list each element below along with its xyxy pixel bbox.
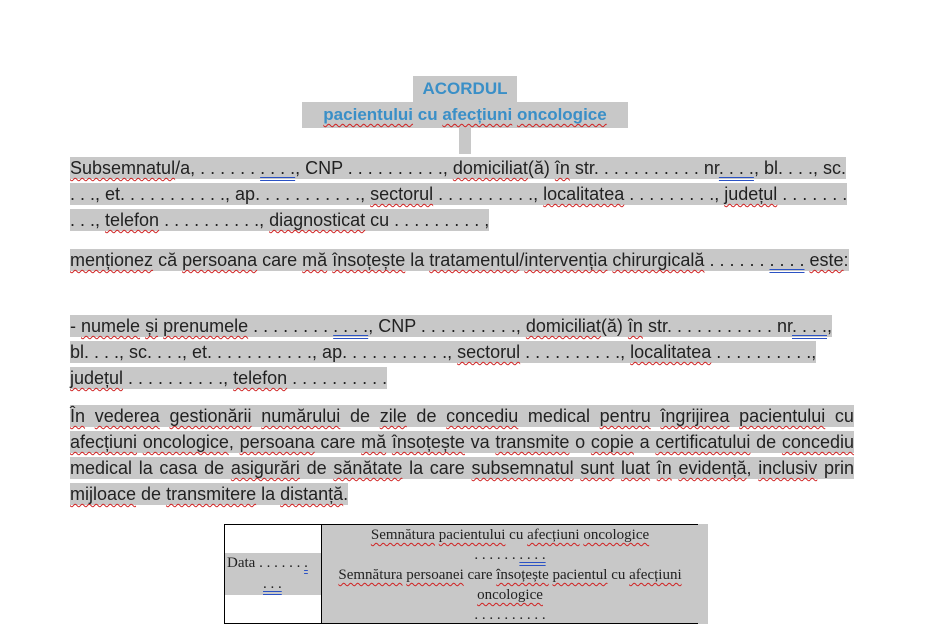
text-run: care <box>463 567 497 583</box>
text-word: gestionării <box>169 406 252 426</box>
text-run: . . . . . . . . . ., <box>433 184 544 204</box>
text-word: localitatea <box>630 342 712 362</box>
signature-table <box>224 524 698 624</box>
blank-field: . . . . <box>718 158 754 178</box>
text-run: că <box>153 250 183 270</box>
text-run: de <box>340 406 380 426</box>
subtitle-word: pacientului <box>323 105 414 124</box>
text-word: pentru <box>599 406 651 426</box>
text-word: luat <box>621 458 651 478</box>
text-word: afecțiuni <box>70 432 138 452</box>
text-word: chirurgicală <box>612 250 705 270</box>
text-run: cu <box>607 567 630 583</box>
text-run: care <box>314 432 362 452</box>
text-run: , CNP . . . . . . . . . ., <box>295 158 453 178</box>
text-run: care <box>257 250 303 270</box>
text-word: asigurări <box>230 458 300 478</box>
date-blank: . <box>304 555 308 571</box>
subtitle-word: cu <box>413 105 443 124</box>
text-run: de <box>406 406 447 426</box>
text-run: la <box>256 484 281 504</box>
text-run: . . . . . . . . . ., <box>70 184 848 230</box>
text-run: . . . . . . . . . . <box>287 368 388 388</box>
text-word: transmitere <box>166 484 257 504</box>
text-run: . <box>343 484 349 504</box>
text-word: zile <box>379 406 407 426</box>
text-word: în <box>656 458 672 478</box>
text-word: mijloace <box>70 484 137 504</box>
text-word: transmite <box>495 432 570 452</box>
text-word: este <box>809 250 844 270</box>
text-run: la <box>405 250 430 270</box>
text-word: Subsemnatul <box>70 158 176 178</box>
text-word: sănătate <box>333 458 403 478</box>
text-run: de <box>299 458 334 478</box>
text-run: - <box>70 316 81 336</box>
paragraph-companion-details <box>70 313 854 391</box>
text-word: diagnosticat <box>269 210 366 230</box>
text-run: . . . . . . . . . ., <box>123 368 234 388</box>
subtitle-word: oncologice <box>516 105 607 124</box>
text-word: certificatului <box>655 432 751 452</box>
text-run <box>252 406 262 426</box>
document-subtitle <box>302 102 628 128</box>
table-highlight-edge <box>698 524 708 624</box>
text-word: afecțiuni <box>629 567 682 583</box>
blank-field: . . . . <box>769 250 805 270</box>
highlight-connector <box>459 128 471 154</box>
text-word: sectorul <box>457 342 521 362</box>
paragraph-patient-details <box>70 155 854 233</box>
text-run: , <box>228 432 240 452</box>
text-word: sectorul <box>370 184 434 204</box>
text-word: subsemnatul <box>471 458 574 478</box>
text-word: concediu <box>446 406 519 426</box>
text-word: și <box>145 316 159 336</box>
paragraph-sick-leave-consent <box>70 403 854 507</box>
text-word: evidență <box>678 458 747 478</box>
text-word: concediu <box>781 432 854 452</box>
text-word: oncologice <box>142 432 229 452</box>
text-run: , bl. . . ., sc. . . ., et. . . . . . . . . . ., ap. . . . . . . . . . ., <box>70 316 833 362</box>
text-run <box>729 406 739 426</box>
text-run: . . . . . . . . . ., <box>711 342 817 362</box>
text-run: prin <box>817 458 854 478</box>
text-run: (ă) <box>600 316 628 336</box>
paragraph-companion-intro <box>70 247 854 273</box>
blank-field: . . . . <box>333 316 369 336</box>
text-word: Semnătura <box>338 567 403 583</box>
blank-field: . . . . <box>519 547 546 563</box>
text-run: , <box>746 458 759 478</box>
text-word: pacientului <box>739 406 826 426</box>
text-word: distanță <box>280 484 344 504</box>
text-word: copie <box>590 432 634 452</box>
date-cell <box>225 553 321 595</box>
text-word: vederea <box>94 406 160 426</box>
text-run: cu <box>505 527 528 543</box>
text-word: domiciliat <box>525 316 601 336</box>
text-word: în <box>627 316 643 336</box>
text-word: sunt <box>580 458 615 478</box>
text-run: cu . . . . . . . . . , <box>365 210 490 230</box>
text-word: îngrijirea <box>660 406 730 426</box>
text-run: str. . . . . . . . . . . nr <box>569 158 719 178</box>
text-run: . . . . . . <box>704 250 770 270</box>
text-run: la care <box>402 458 472 478</box>
text-word: intervenția <box>524 250 608 270</box>
text-run: (ă) <box>527 158 555 178</box>
text-run: . . . . . . <box>474 547 520 563</box>
text-word: prenumele <box>163 316 249 336</box>
text-word: afecțiuni <box>527 527 580 543</box>
text-word: tratamentul <box>429 250 520 270</box>
text-run: , bl. . . ., sc. . . ., et. . . . . . . . . . ., ap. . . . . . . . . . ., <box>70 158 846 204</box>
text-word: în <box>554 158 570 178</box>
date-blank: . . . <box>263 576 282 592</box>
text-word: numărului <box>261 406 341 426</box>
text-word: În <box>70 406 86 426</box>
text-word: județul <box>70 368 124 388</box>
patient-signature-blank <box>322 545 698 565</box>
text-word: însoțește <box>332 250 406 270</box>
text-run: . . . . . . . . . ., <box>159 210 270 230</box>
text-word: pacientul <box>552 567 608 583</box>
text-run: , CNP . . . . . . . . . ., <box>368 316 526 336</box>
text-word: localitatea <box>543 184 625 204</box>
subtitle-word: afecțiuni <box>442 105 513 124</box>
text-run: str. . . . . . . . . . . nr <box>642 316 792 336</box>
blank-field: . . . . <box>260 158 296 178</box>
text-word: persoana <box>182 250 258 270</box>
text-run: : <box>843 250 849 270</box>
text-word: însoțește <box>496 567 549 583</box>
text-run: /a, . . . . . . <box>175 158 261 178</box>
text-word: domiciliat <box>452 158 528 178</box>
text-word: mă <box>302 250 328 270</box>
date-label: Data . . . . . . <box>227 555 305 571</box>
text-run <box>614 458 621 478</box>
companion-signature-label <box>322 565 698 605</box>
text-run: de <box>136 484 167 504</box>
text-word: numele <box>81 316 141 336</box>
text-word: oncologice <box>583 527 650 543</box>
text-run: . . . . . . . . . ., <box>520 342 631 362</box>
text-run: . . . . . . . . ., <box>624 184 725 204</box>
blank-field: . . . . <box>791 316 827 336</box>
text-run: / <box>519 250 525 270</box>
text-run: medical la casa de <box>70 458 231 478</box>
text-run: cu <box>825 406 854 426</box>
text-word: telefon <box>233 368 288 388</box>
text-run: . . . . . . . . <box>248 316 334 336</box>
text-run: o <box>569 432 591 452</box>
text-run: a <box>633 432 656 452</box>
text-word: Semnătura <box>370 527 436 543</box>
text-word: inclusiv <box>758 458 818 478</box>
text-run: va <box>464 432 496 452</box>
text-word: telefon <box>105 210 160 230</box>
text-word: oncologice <box>477 587 543 603</box>
text-word: pacientului <box>438 527 506 543</box>
text-word: persoana <box>239 432 315 452</box>
text-word: persoanei <box>406 567 464 583</box>
text-run: de <box>750 432 782 452</box>
text-run <box>651 406 661 426</box>
text-run <box>85 406 95 426</box>
text-word: menționez <box>70 250 154 270</box>
text-word: mă <box>361 432 387 452</box>
patient-signature-label <box>322 525 698 545</box>
companion-signature-blank: . . . . . . . . . . <box>474 607 546 623</box>
text-run <box>650 458 657 478</box>
text-word: județul <box>724 184 778 204</box>
document-title: ACORDUL <box>413 76 517 102</box>
text-run: medical <box>518 406 600 426</box>
text-word: însoțește <box>391 432 465 452</box>
